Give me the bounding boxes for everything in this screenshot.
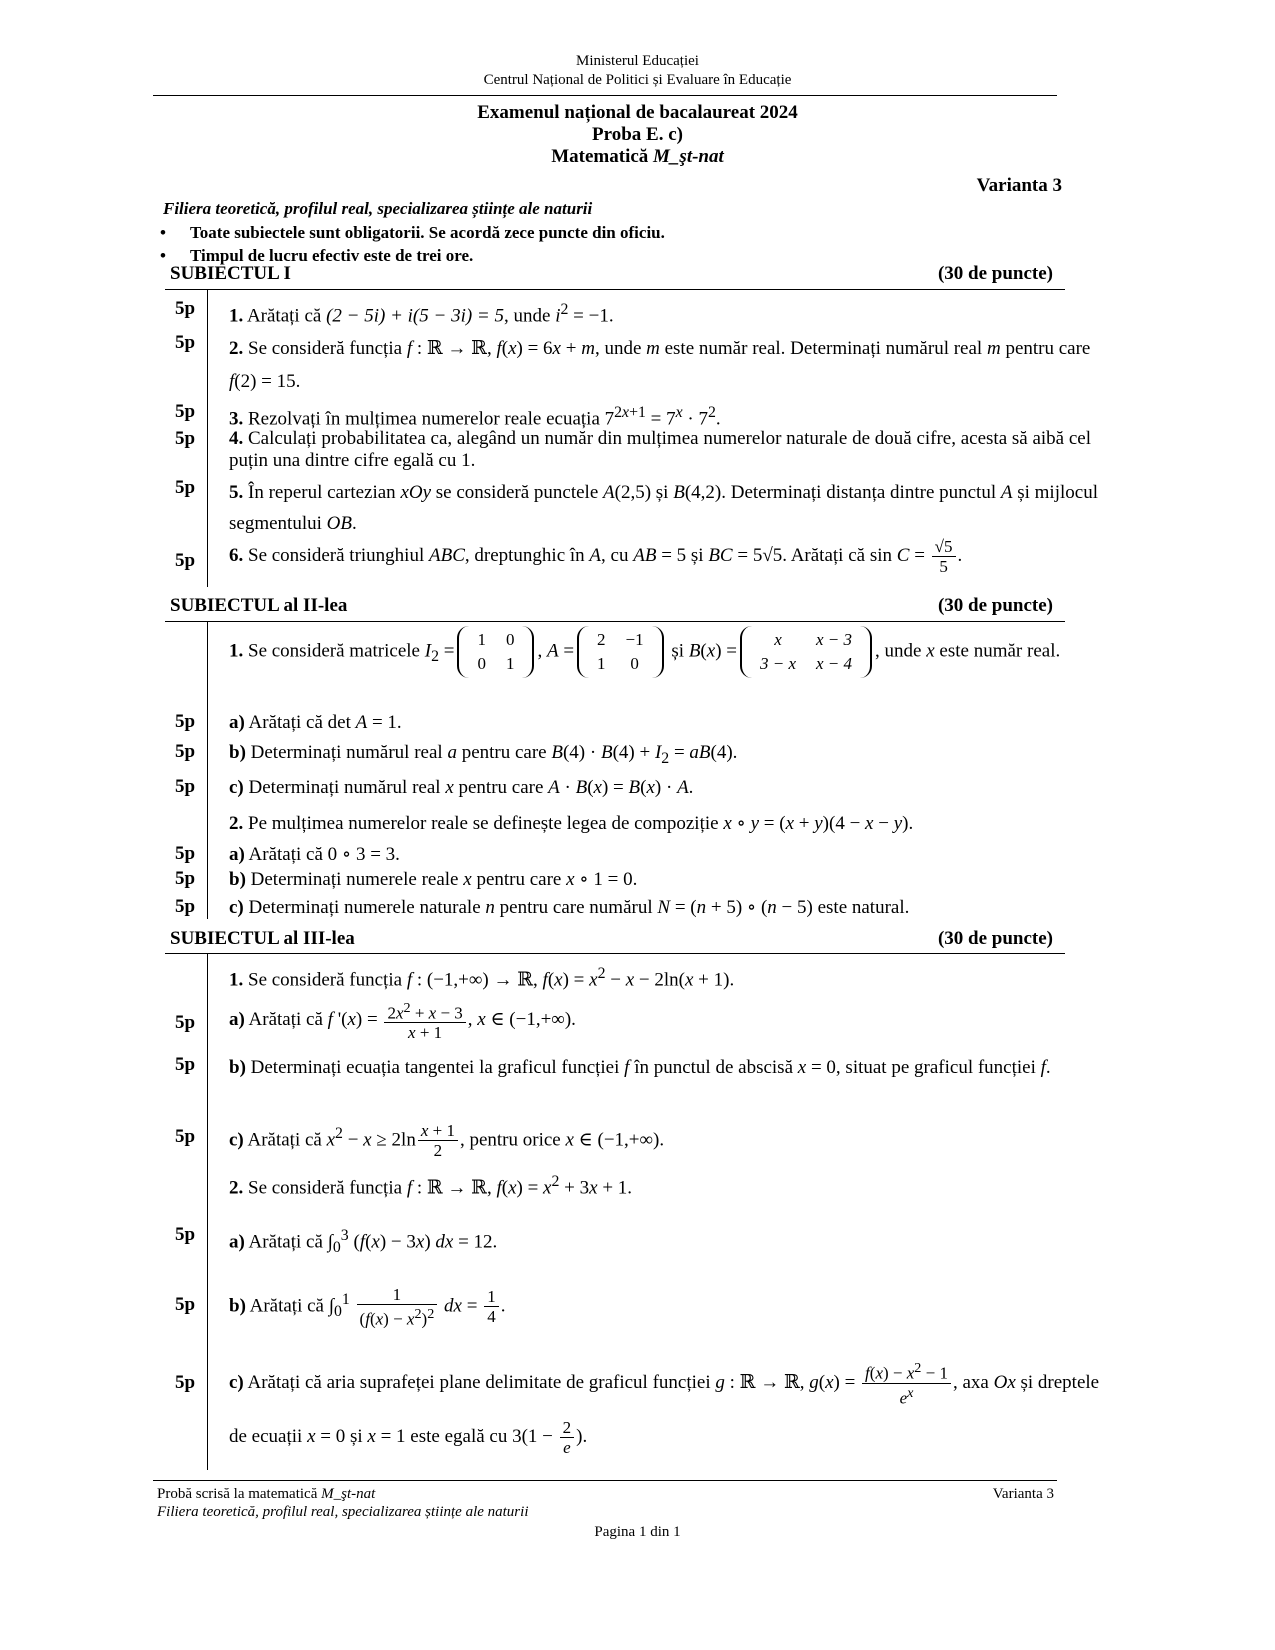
subject-3-item-2c: c) Arătați că aria suprafeței plane delimitate de graficul funcției g : ℝ → ℝ, g(x) = $\frac{f(x) - x^2 - 1}{e^x}$ , axa Ox și dreptele de ecuații x = 0 și x = 1 este egală cu 3(1 − $\frac{2}{e}$ ). [229,1360,1100,1458]
subject-1-item-1: 1. Arătați că (2 − 5i) + i(5 − 3i) = 5, unde $i^2 = -1$. [229,301,614,327]
score-label: 5p [175,896,196,917]
footer-left [157,1485,528,1521]
subject-2-item-2c: c) Determinați numerele naturale n pentru care numărul N = (n + 5) ∘ (n − 5) este natural. [229,897,910,918]
subject-1-rule [165,289,1065,290]
variant-label: Varianta 3 [976,175,1062,196]
subject-title: Matematică M_şt-nat [551,146,724,167]
subject-2-item-1: 1. Se consideră matricele $I_2$ = 1 0 0 1 , A = 2 −1 1 0 și B(x) = x x − 3 3 − x x − 4 , unde x este număr real. [229,626,1109,678]
subject-2-item-1b: b) Determinați numărul real a pentru care $B(4) \cdot B(4) + I_2 = aB(4)$. [229,742,738,767]
subject-3-rule [165,953,1065,954]
exam-titles [0,102,1275,168]
page-number: Pagina 1 din 1 [594,1524,681,1540]
footer-variant: Varianta 3 [992,1486,1054,1502]
subject-2-points: (30 de puncte) [937,595,1053,616]
score-label: 5p [175,1224,196,1245]
score-label: 5p [175,401,196,422]
subject-2-item-1c: c) Determinați numărul real x pentru care A · B(x) = B(x) · A. [229,777,694,798]
exam-title: Examenul național de bacalaureat 2024 [477,102,798,123]
footer-filiera: Filiera teoretică, profilul real, specializarea științe ale naturii [157,1504,529,1520]
score-label: 5p [175,1294,196,1315]
center-name: Centrul Național de Politici și Evaluare în Educație [483,72,792,88]
subject-3-item-2a: a) Arătați că $\int_0^3$ (f(x) − 3x) dx = 12. [229,1227,498,1257]
rules-list [160,221,665,267]
fraction: $\frac{1}{4}$ [484,1287,499,1326]
score-label: 5p [175,711,196,732]
ministry-name: Ministerul Educației [576,53,699,69]
score-label: 5p [175,428,196,449]
score-label: 5p [175,1126,196,1147]
score-label: 5p [175,1054,196,1075]
footer-exam-label: Probă scrisă la matematică M_şt-nat [157,1486,376,1502]
subject-1-item-5: 5. În reperul cartezian xOy se consideră punctele A(2,5) și B(4,2). Determinați distanța dintre punctul A și mijlocul segmentului OB. [229,482,1098,534]
fraction: $\frac{f(x) - x^2 - 1}{e^x}$ [862,1359,951,1407]
subject-3-item-1: 1. Se consideră funcția f : (−1,+∞) → ℝ, $f(x) = x^2 - x - 2\ln(x + 1)$. [229,965,735,991]
subject-1-points: (30 de puncte) [937,263,1053,284]
score-label: 5p [175,1372,196,1393]
fraction: $\frac{√5}{5}$ [932,537,956,576]
header-rule [153,95,1057,96]
subject-3-points: (30 de puncte) [937,928,1053,949]
rule-item: • Toate subiectele sunt obligatorii. Se acordă zece puncte din oficiu. [160,223,665,242]
score-label: 5p [175,776,196,797]
matrix-a: 2 −1 1 0 [577,626,664,678]
score-label: 5p [175,843,196,864]
subject-3-item-1b: b) Determinați ecuația tangentei la graficul funcției f în punctul de abscisă x = 0, situat pe graficul funcției f. [229,1057,1051,1078]
proba-title: Proba E. c) [592,124,683,145]
score-label: 5p [175,477,196,498]
subject-1-item-2: 2. Se consideră funcția f : ℝ → ℝ, f(x) = 6x + m, unde m este număr real. Determinați numărul real m pentru care f(2) = 15. [229,338,1091,392]
document-header [0,52,1275,90]
subject-1-title: SUBIECTUL I [170,263,291,284]
score-label: 5p [175,332,196,353]
score-label: 5p [175,741,196,762]
score-label: 5p [175,550,196,571]
subject-3-item-2b: b) Arătați că $\int_0^1$ $\frac{1}{(f(x) - x^2)^2}$ dx = $\frac{1}{4}$ . [229,1285,506,1329]
rule-item: • Timpul de lucru efectiv este de trei ore. [160,246,474,265]
subject-1-item-3: 3. Rezolvați în mulțimea numerelor reale ecuația $7^{2x+1} = 7^x \cdot 7^2$. [229,404,721,430]
matrix-i2: 1 0 0 1 [457,626,534,678]
fraction: $\frac{x + 1}{2}$ [418,1121,458,1160]
subject-2-item-2b: b) Determinați numerele reale x pentru care x ∘ 1 = 0. [229,869,638,890]
score-label: 5p [175,298,196,319]
subject-1-item-4: 4. Calculați probabilitatea ca, alegând un număr din mulțimea numerelor naturale de două cifre, acesta să aibă cel puțin una dintre cifre egală cu 1. [229,428,1092,471]
subject-2-item-1a: a) Arătați că det A = 1. [229,712,402,733]
score-label: 5p [175,868,196,889]
subject-3-title: SUBIECTUL al III-lea [170,928,355,949]
filiera-label: Filiera teoretică, profilul real, specializarea științe ale naturii [163,199,593,218]
score-label: 5p [175,1012,196,1033]
subject-1-item-6: 6. Se consideră triunghiul ABC, dreptunghic în A, cu AB = 5 și BC = 5√5. Arătați că sin C = $\frac{√5}{5}$ . [229,537,963,577]
fraction: $\frac{2}{e}$ [560,1418,575,1457]
subject-3-item-1c: c) Arătați că $x^2 - x \ge 2\ln$ $\frac{x + 1}{2}$ , pentru orice x ∈ (−1,+∞). [229,1121,665,1161]
subject-2-rule [165,621,1065,622]
footer-rule [153,1480,1057,1481]
fraction: $\frac{1}{(f(x) - x^2)^2}$ [357,1285,438,1329]
subject-3-item-2: 2. Se consideră funcția f : ℝ → ℝ, $f(x) = x^2 + 3x + 1$. [229,1173,633,1199]
matrix-b: x x − 3 3 − x x − 4 [740,626,872,678]
fraction: $\frac{2x^2 + x - 3}{x + 1}$ [384,999,465,1043]
subject-2-title: SUBIECTUL al II-lea [170,595,348,616]
subject-2-item-2: 2. Pe mulțimea numerelor reale se definește legea de compoziție x ∘ y = (x + y)(4 − x − y). [229,813,914,834]
subject-3-item-1a: a) Arătați că f '(x) = $\frac{2x^2 + x - 3}{x + 1}$ , x ∈ (−1,+∞). [229,999,576,1043]
subject-2-item-2a: a) Arătați că 0 ∘ 3 = 3. [229,844,400,865]
